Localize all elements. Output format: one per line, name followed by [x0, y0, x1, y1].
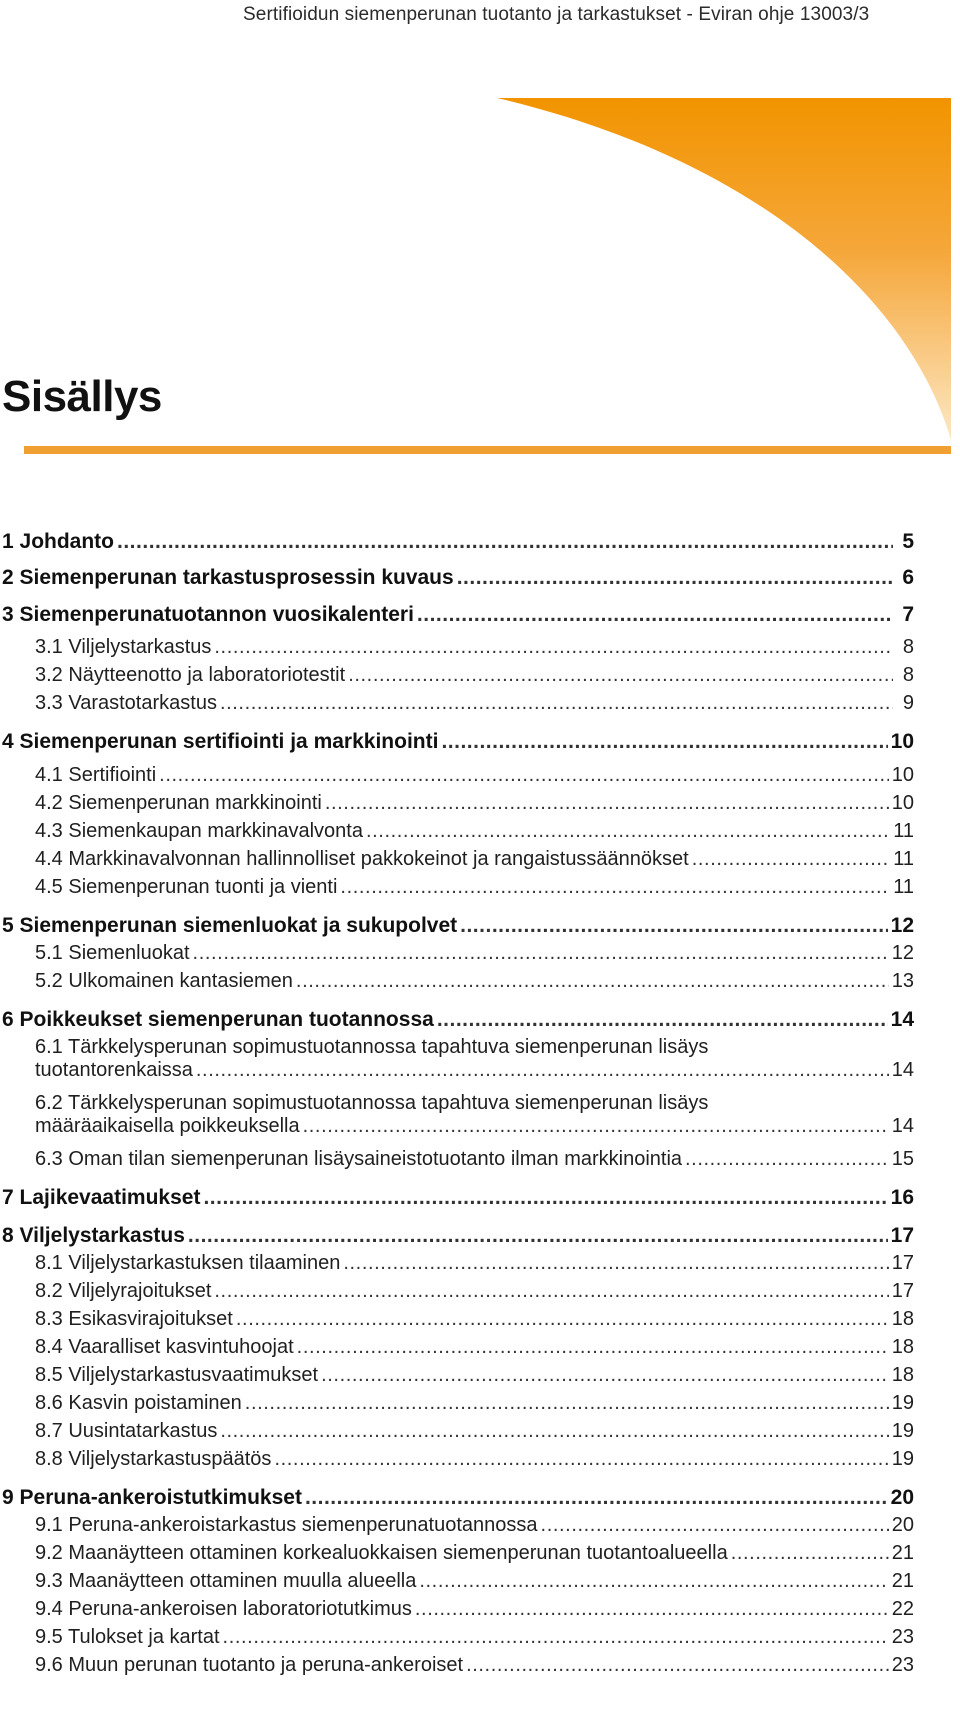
toc-entry[interactable] [2, 692, 914, 715]
toc-entry[interactable] [2, 1148, 914, 1171]
toc-entry-page-number: 22 [891, 1598, 914, 1620]
toc-entry-page-number: 5 [902, 530, 914, 553]
dot-leader [220, 692, 893, 715]
toc-entry-page-number: 11 [893, 848, 914, 870]
toc-entry-page-number: 20 [891, 1514, 914, 1536]
toc-entry-page-number: 17 [890, 1224, 914, 1247]
toc-entry[interactable] [2, 636, 914, 659]
toc-entry-label: 5 Siemenperunan siemenluokat ja sukupolvet [2, 914, 458, 937]
toc-entry-page-number: 14 [890, 1008, 914, 1031]
toc-entry-page-number: 12 [891, 942, 914, 964]
toc-entry-label: 2 Siemenperunan tarkastusprosessin kuvaus [2, 566, 454, 589]
toc-entry-label: 9.3 Maanäytteen ottaminen muulla alueella [35, 1570, 417, 1592]
toc-entry-label: 8.7 Uusintatarkastus [35, 1420, 218, 1442]
toc-entry-label: 8.8 Viljelystarkastuspäätös [35, 1448, 272, 1470]
toc-entry-page-number: 12 [890, 914, 914, 937]
dot-leader [437, 1008, 888, 1032]
toc-entry[interactable] [2, 1514, 914, 1537]
toc-entry-page-number: 23 [891, 1626, 914, 1648]
toc-entry[interactable] [2, 1570, 914, 1593]
toc-entry[interactable] [2, 730, 914, 754]
toc-entry-page-number: 14 [891, 1115, 914, 1137]
dot-leader [203, 1186, 887, 1210]
dot-leader [466, 1654, 889, 1677]
toc-entry-page-number: 14 [891, 1059, 914, 1081]
toc-entry-label: 7 Lajikevaatimukset [2, 1186, 201, 1209]
dot-leader [188, 1224, 888, 1248]
toc-entry[interactable] [2, 876, 914, 899]
toc-entry-label: 4.1 Sertifiointi [35, 764, 157, 786]
dot-leader [692, 848, 891, 871]
dot-leader [457, 566, 893, 590]
toc-entry-page-number: 18 [891, 1308, 914, 1330]
toc-entry[interactable] [2, 914, 914, 938]
toc-entry-label: 9.4 Peruna-ankeroisen laboratoriotutkimus [35, 1598, 412, 1620]
toc-entry-label: tuotantorenkaissa [35, 1059, 193, 1081]
toc-entry-label: 4 Siemenperunan sertifiointi ja markkinointi [2, 730, 439, 753]
toc-entry-page-number: 10 [890, 730, 914, 753]
dot-leader [348, 664, 893, 687]
dot-leader [321, 1364, 889, 1387]
dot-leader [159, 764, 889, 787]
toc-entry[interactable] [2, 664, 914, 687]
dot-leader [214, 1280, 888, 1303]
toc-entry-label: 6 Poikkeukset siemenperunan tuotannossa [2, 1008, 434, 1031]
toc-entry[interactable] [2, 942, 914, 965]
toc-entry[interactable] [2, 1364, 914, 1387]
toc-entry-label: 4.5 Siemenperunan tuonti ja vienti [35, 876, 338, 898]
toc-entry-label: 4.3 Siemenkaupan markkinavalvonta [35, 820, 363, 842]
toc-entry-page-number: 18 [891, 1336, 914, 1358]
toc-entry-label: 9 Peruna-ankeroistutkimukset [2, 1486, 302, 1509]
toc-entry-label: 9.1 Peruna-ankeroistarkastus siemenperunatuotannossa [35, 1514, 538, 1536]
toc-entry-page-number: 10 [891, 764, 914, 786]
toc-entry-label: 8 Viljelystarkastus [2, 1224, 185, 1247]
dot-leader [685, 1148, 889, 1171]
toc-entry-page-number: 7 [902, 603, 914, 626]
toc-entry-label: 1 Johdanto [2, 530, 115, 553]
dot-leader [220, 1420, 888, 1443]
toc-entry-page-number: 19 [891, 1420, 914, 1442]
toc-entry[interactable] [2, 603, 914, 627]
dot-leader [731, 1542, 889, 1565]
toc-entry-page-number: 10 [891, 792, 914, 814]
toc-entry[interactable] [2, 1252, 914, 1275]
toc-entry-label: 8.6 Kasvin poistaminen [35, 1392, 242, 1414]
toc-entry-label: 4.2 Siemenperunan markkinointi [35, 792, 322, 814]
toc-entry-label: 3 Siemenperunatuotannon vuosikalenteri [2, 603, 414, 626]
toc-entry-page-number: 15 [891, 1148, 914, 1170]
dot-leader [296, 970, 889, 993]
dot-leader [325, 792, 889, 815]
toc-entry[interactable] [2, 1420, 914, 1443]
toc-entry-page-number: 19 [891, 1392, 914, 1414]
dot-leader [460, 914, 888, 938]
dot-leader [305, 1486, 888, 1510]
dot-leader [415, 1598, 889, 1621]
toc-entry-label: 9.2 Maanäytteen ottaminen korkealuokkaisen siemenperunan tuotantoalueella [35, 1542, 728, 1564]
toc-entry-label: 8.1 Viljelystarkastuksen tilaaminen [35, 1252, 341, 1274]
dot-leader [343, 1252, 888, 1275]
dot-leader [417, 603, 893, 627]
toc-entry-label: 3.1 Viljelystarkastus [35, 636, 212, 658]
dot-leader [274, 1448, 888, 1471]
dot-leader [541, 1514, 889, 1537]
toc-entry-label: 4.4 Markkinavalvonnan hallinnolliset pakkokeinot ja rangaistussäännökset [35, 848, 689, 870]
toc-entry[interactable] [2, 820, 914, 843]
toc-entry[interactable] [2, 970, 914, 993]
running-header: Sertifioidun siemenperunan tuotanto ja tarkastukset - Eviran ohje 13003/3 [243, 4, 870, 25]
toc-entry-label: 9.5 Tulokset ja kartat [35, 1626, 220, 1648]
toc-entry[interactable] [2, 1598, 914, 1621]
toc-entry[interactable] [2, 530, 914, 554]
toc-entry-page-number: 8 [902, 636, 914, 658]
toc-entry-label-line: 6.1 Tärkkelysperunan sopimustuotannossa tapahtuva siemenperunan lisäys [35, 1036, 709, 1058]
toc-entry[interactable] [2, 1392, 914, 1415]
toc-entry-page-number: 13 [891, 970, 914, 992]
dot-leader [441, 730, 887, 754]
dot-leader [223, 1626, 889, 1649]
toc-entry-page-number: 8 [902, 664, 914, 686]
toc-entry[interactable] [2, 1336, 914, 1359]
toc-entry[interactable] [2, 1224, 914, 1248]
toc-entry-label: 5.2 Ulkomainen kantasiemen [35, 970, 293, 992]
toc-entry-page-number: 21 [891, 1570, 914, 1592]
toc-entry-label: 9.6 Muun perunan tuotanto ja peruna-ankeroiset [35, 1654, 464, 1676]
dot-leader [196, 1059, 889, 1082]
title-rule [24, 446, 951, 454]
dot-leader [236, 1308, 889, 1331]
toc-entry-page-number: 20 [890, 1486, 914, 1509]
toc-entry[interactable] [2, 1092, 914, 1138]
toc-entry[interactable] [2, 764, 914, 787]
toc-entry[interactable] [2, 848, 914, 871]
toc-entry-label: 3.3 Varastotarkastus [35, 692, 217, 714]
toc-entry-page-number: 18 [891, 1364, 914, 1386]
toc-entry-page-number: 23 [891, 1654, 914, 1676]
dot-leader [245, 1392, 889, 1415]
dot-leader [340, 876, 890, 899]
toc-entry-page-number: 21 [891, 1542, 914, 1564]
toc-entry[interactable] [2, 1280, 914, 1303]
toc-entry[interactable] [2, 1542, 914, 1565]
toc-entry[interactable] [2, 792, 914, 815]
dot-leader [214, 636, 893, 659]
toc-entry-label: 8.3 Esikasvirajoitukset [35, 1308, 233, 1330]
toc-entry-label: 6.3 Oman tilan siemenperunan lisäysaineistotuotanto ilman markkinointia [35, 1148, 683, 1170]
toc-entry-page-number: 6 [902, 566, 914, 589]
toc-entry[interactable] [2, 1448, 914, 1471]
dot-leader [366, 820, 890, 843]
toc-entry[interactable] [2, 566, 914, 590]
toc-entry-label: 5.1 Siemenluokat [35, 942, 190, 964]
toc-entry[interactable] [2, 1626, 914, 1649]
toc-entry[interactable] [2, 1308, 914, 1331]
dot-leader [297, 1336, 889, 1359]
dot-leader [303, 1115, 889, 1138]
toc-entry-label: 8.2 Viljelyrajoitukset [35, 1280, 212, 1302]
toc-entry-label: 3.2 Näytteenotto ja laboratoriotestit [35, 664, 346, 686]
dot-leader [117, 530, 893, 554]
toc-entry-label: 8.5 Viljelystarkastusvaatimukset [35, 1364, 319, 1386]
dot-leader [193, 942, 889, 965]
toc-entry-page-number: 17 [891, 1280, 914, 1302]
toc-entry-page-number: 11 [893, 820, 914, 842]
toc-entry[interactable] [2, 1186, 914, 1210]
toc-entry[interactable] [2, 1008, 914, 1032]
toc-entry-page-number: 11 [893, 876, 914, 898]
toc-entry-page-number: 9 [902, 692, 914, 714]
page-title: Sisällys [2, 372, 162, 421]
toc-entry-label-line: 6.2 Tärkkelysperunan sopimustuotannossa tapahtuva siemenperunan lisäys [35, 1092, 709, 1114]
toc-entry-page-number: 17 [891, 1252, 914, 1274]
toc-entry-page-number: 16 [890, 1186, 914, 1209]
toc-entry[interactable] [2, 1036, 914, 1082]
toc-entry[interactable] [2, 1654, 914, 1677]
toc-entry-label: määräaikaisella poikkeuksella [35, 1115, 300, 1137]
toc-entry-label: 8.4 Vaaralliset kasvintuhoojat [35, 1336, 294, 1358]
dot-leader [419, 1570, 888, 1593]
toc-entry[interactable] [2, 1486, 914, 1510]
toc-entry-page-number: 19 [891, 1448, 914, 1470]
